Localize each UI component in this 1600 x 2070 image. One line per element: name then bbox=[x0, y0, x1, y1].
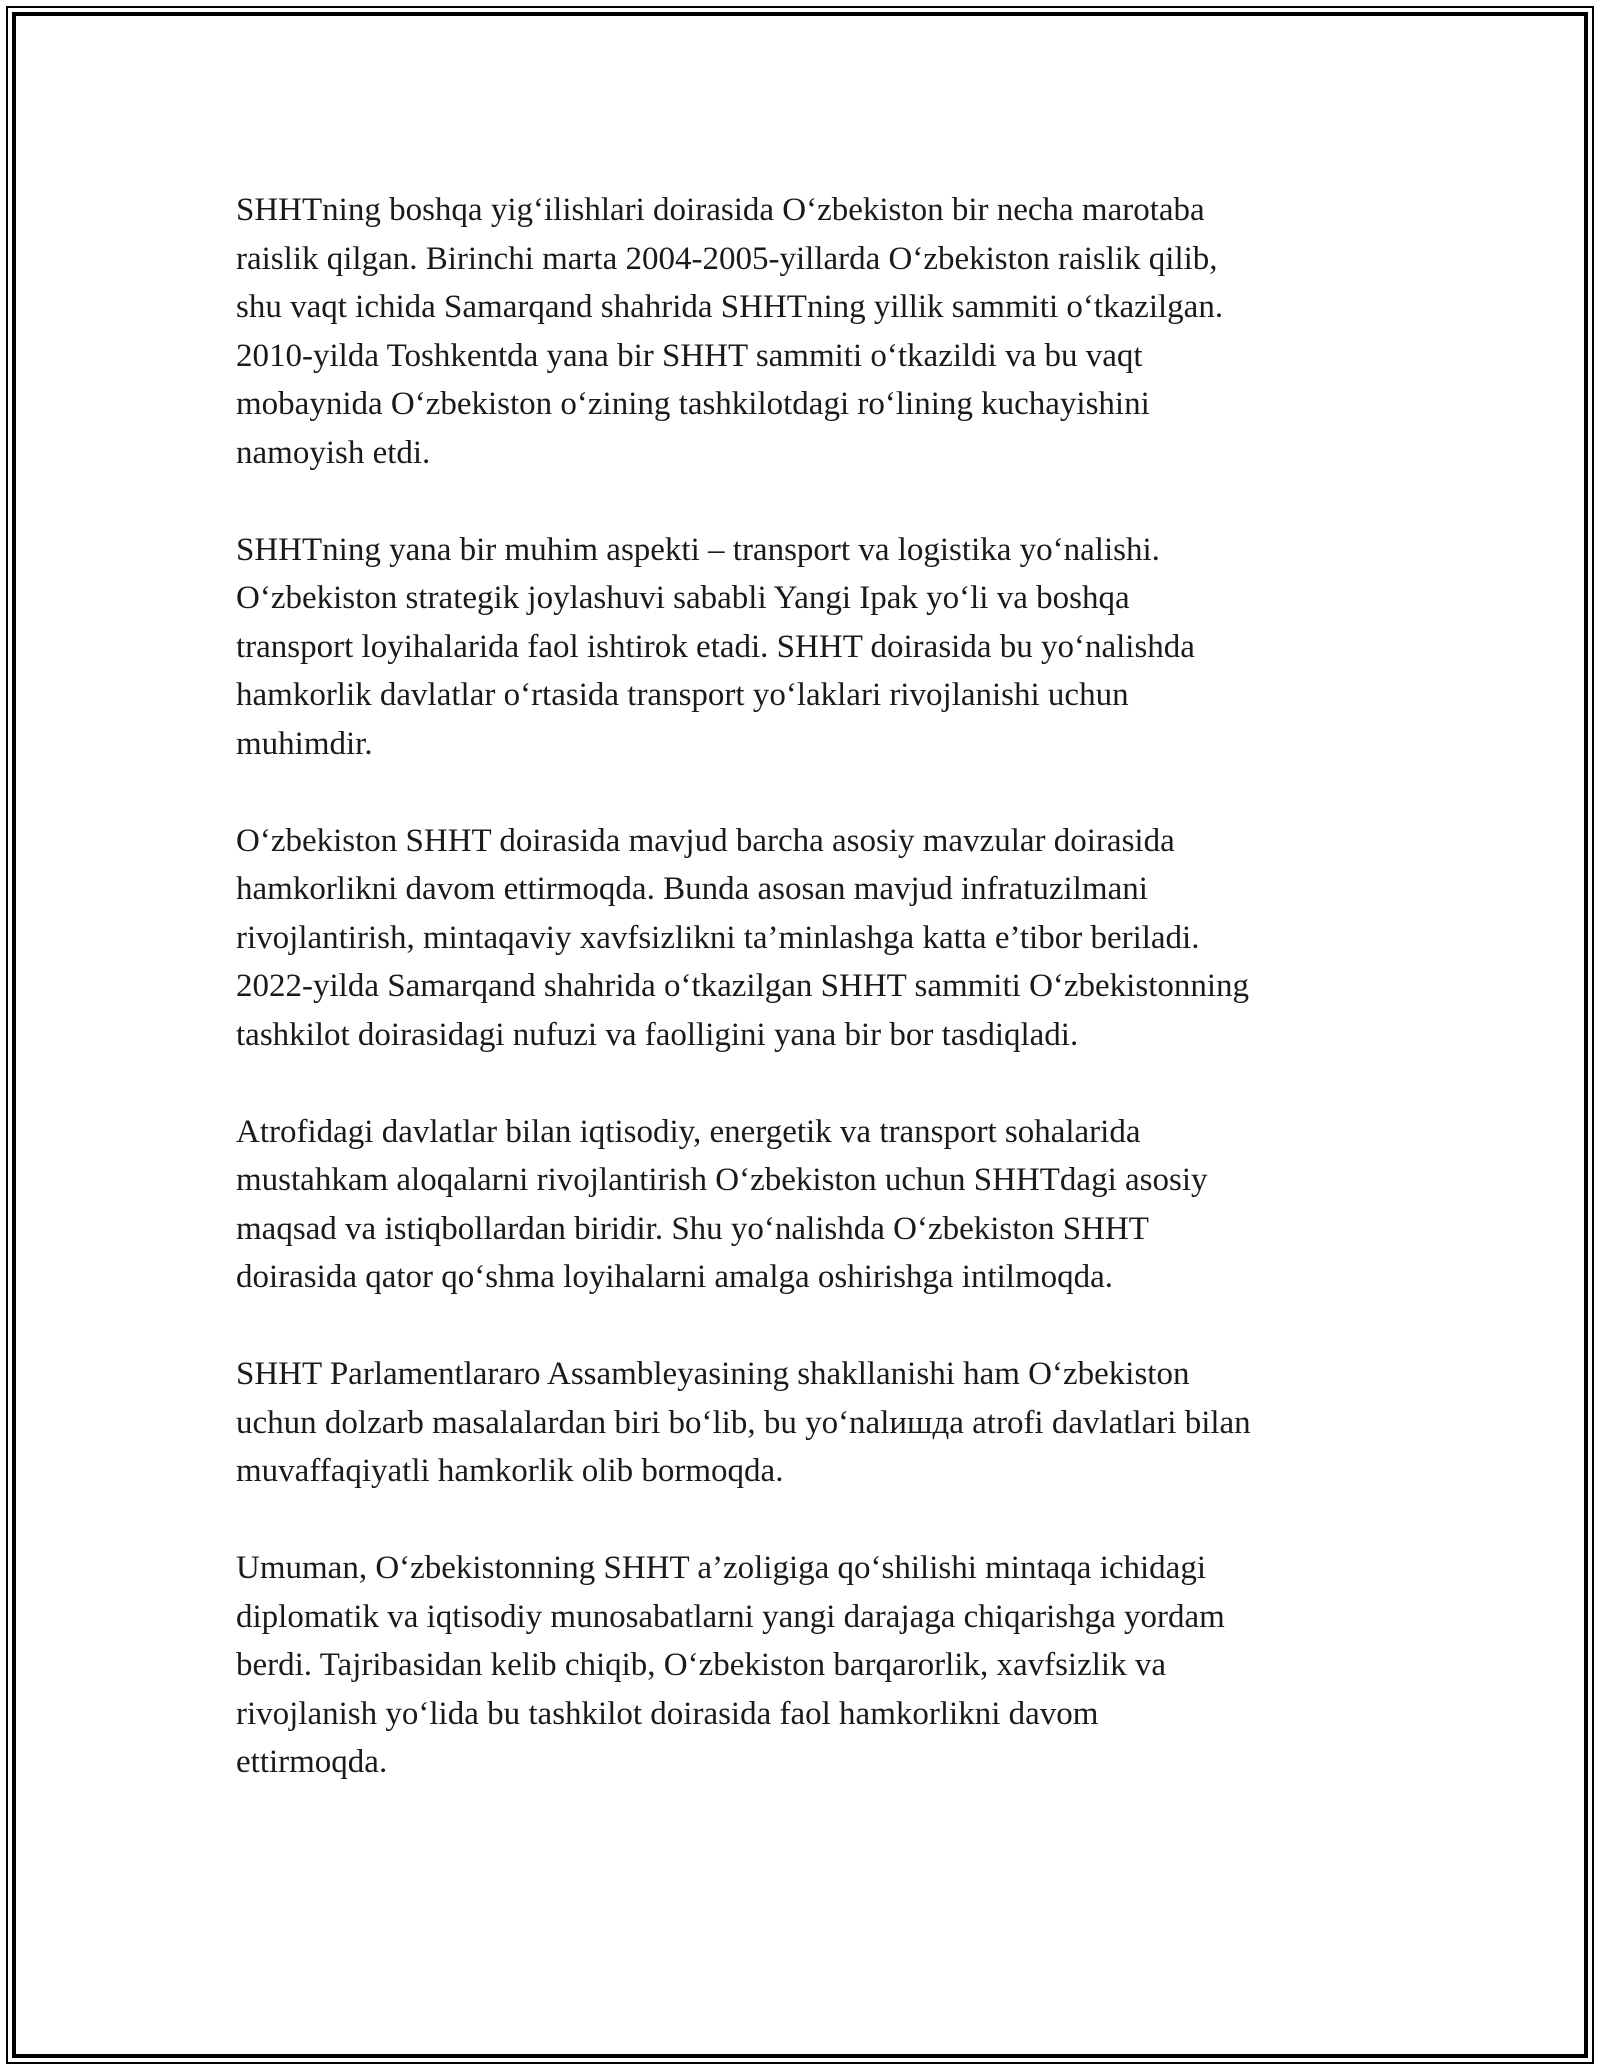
text-line: SHHT Parlamentlararo Assambleyasining shakllanishi ham O‘zbekiston bbox=[236, 1356, 1190, 1392]
paragraph-3 bbox=[236, 817, 1396, 1060]
paragraph-1 bbox=[236, 186, 1396, 477]
text-line: transport loyihalarida faol ishtirok etadi. SHHT doirasida bu yo‘nalishda bbox=[236, 628, 1195, 665]
text-line: Umuman, O‘zbekistonning SHHT a’zoligiga qo‘shilishi mintaqa ichidagi bbox=[236, 1550, 1206, 1586]
text-line: ettirmoqda. bbox=[236, 1744, 388, 1780]
text-line: Atrofidagi davlatlar bilan iqtisodiy, energetik va transport sohalarida bbox=[236, 1113, 1141, 1150]
text-line: mustahkam aloqalarni rivojlantirish O‘zbekiston uchun SHHTdagi asosiy bbox=[236, 1162, 1208, 1198]
paragraph-4 bbox=[236, 1108, 1396, 1302]
text-line: tashkilot doirasidagi nufuzi va faolligini yana bir bor tasdiqladi. bbox=[236, 1016, 1079, 1053]
text-line: namoyish etdi. bbox=[236, 434, 431, 471]
text-line: 2022-yilda Samarqand shahrida o‘tkazilgan SHHT sammiti O‘zbekistonning bbox=[236, 968, 1250, 1004]
text-line: raislik qilgan. Birinchi marta 2004-2005-yillarda O‘zbekiston raislik qilib, bbox=[236, 240, 1218, 277]
paragraph-2 bbox=[236, 526, 1396, 769]
text-line: hamkorlik davlatlar o‘rtasida transport yo‘laklari rivojlanishi uchun bbox=[236, 677, 1129, 713]
text-line: doirasida qator qo‘shma loyihalarni amalga oshirishga intilmoqda. bbox=[236, 1259, 1114, 1295]
text-line: muvaffaqiyatli hamkorlik olib bormoqda. bbox=[236, 1453, 784, 1489]
text-line: muhimdir. bbox=[236, 725, 373, 762]
text-line: mobaynida O‘zbekiston o‘zining tashkilotdagi ro‘lining kuchayishini bbox=[236, 386, 1150, 422]
paragraph-5 bbox=[236, 1350, 1396, 1496]
text-line: uchun dolzarb masalalardan biri bo‘lib, bu yo‘nalишда atrofi davlatlari bilan bbox=[236, 1404, 1251, 1441]
paragraph-6 bbox=[236, 1544, 1396, 1787]
text-line: maqsad va istiqbollardan biridir. Shu yo‘nalishda O‘zbekiston SHHT bbox=[236, 1210, 1149, 1247]
text-line: 2010-yilda Toshkentda yana bir SHHT sammiti o‘tkazildi va bu vaqt bbox=[236, 337, 1143, 374]
text-line: SHHTning boshqa yig‘ilishlari doirasida O‘zbekiston bir necha marotaba bbox=[236, 192, 1205, 228]
text-line: O‘zbekiston strategik joylashuvi sababli Yangi Ipak yo‘li va boshqa bbox=[236, 580, 1130, 616]
text-line: rivojlantirish, mintaqaviy xavfsizlikni ta’minlashga katta e’tibor beriladi. bbox=[236, 919, 1200, 956]
text-line: O‘zbekiston SHHT doirasida mavjud barcha asosiy mavzular doirasida bbox=[236, 822, 1175, 859]
text-line: rivojlanish yo‘lida bu tashkilot doirasida faol hamkorlikni davom bbox=[236, 1695, 1099, 1732]
text-line: SHHTning yana bir muhim aspekti – transport va logistika yo‘nalishi. bbox=[236, 531, 1160, 568]
text-line: berdi. Tajribasidan kelib chiqib, O‘zbekiston barqarorlik, xavfsizlik va bbox=[236, 1647, 1166, 1683]
text-line: hamkorlikni davom ettirmoqda. Bunda asosan mavjud infratuzilmani bbox=[236, 871, 1148, 907]
text-line: diplomatik va iqtisodiy munosabatlarni yangi darajaga chiqarishga yordam bbox=[236, 1598, 1225, 1635]
document-body bbox=[236, 186, 1396, 1835]
text-line: shu vaqt ichida Samarqand shahrida SHHTning yillik sammiti o‘tkazilgan. bbox=[236, 289, 1224, 325]
